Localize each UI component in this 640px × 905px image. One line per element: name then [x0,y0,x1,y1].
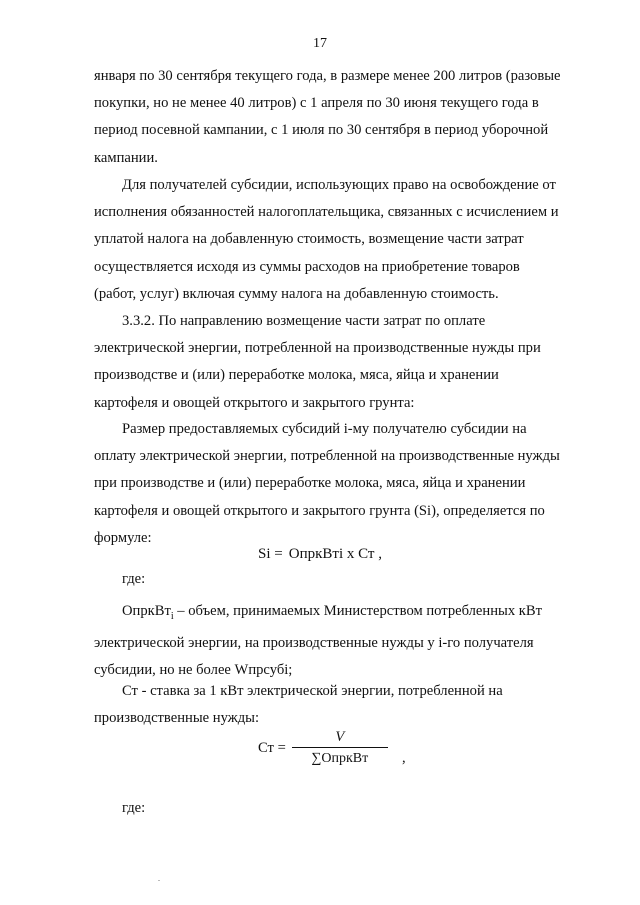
paragraph-line: картофеля и овощей открытого и закрытого грунта: [94,394,415,411]
paragraph-4 [94,416,570,552]
paragraph-line: Размер предоставляемых субсидий i-му получателю субсидии на [122,421,527,437]
definition-oprkvt [94,598,570,685]
paragraph-line: уплатой налога на добавленную стоимость, возмещение части затрат [94,231,524,248]
definition-term-subscript: i [170,610,174,622]
paragraph-line: января по 30 сентября текущего года, в размере менее 200 литров (разовые [94,68,561,84]
paragraph-1 [94,63,570,172]
definition-line: электрической энергии, на производственные нужды у i-го получателя [94,635,534,652]
formula-ct [258,728,388,768]
scan-speck [158,880,160,881]
paragraph-line: электрической энергии, потребленной на производственные нужды при [94,340,541,357]
paragraph-line: кампании. [94,149,158,166]
definition-term: ОпркВт [122,603,171,619]
definition-text: – объем, принимаемых Министерством потребленных кВт [173,603,542,619]
formula-ct-comma: , [402,750,406,766]
formula-si [0,546,640,563]
fraction [292,728,388,768]
fraction-numerator: V [335,729,345,745]
paragraph-3 [94,308,570,417]
paragraph-2 [94,172,570,308]
formula-si-lhs: Si = [258,546,283,562]
definition-ct [94,678,570,732]
paragraph-line: покупки, но не менее 40 литров) с 1 апреля по 30 июня текущего года в [94,95,539,112]
formula-ct-lhs: Ст = [258,739,286,756]
paragraph-line: производстве и (или) переработке молока, мяса, яйца и хранении [94,367,499,384]
where-label-2: где: [122,800,146,816]
definition-line: Ст - ставка за 1 кВт электрической энергии, потребленной на [122,683,503,699]
definition-line: производственные нужды: [94,710,260,727]
where-label: где: [122,571,146,587]
paragraph-line: исполнения обязанностей налогоплательщика, связанных с исчислением и [94,204,559,221]
paragraph-line: период посевной кампании, с 1 июля по 30 сентября в период уборочной [94,122,549,139]
paragraph-line: картофеля и овощей открытого и закрытого грунта (Si), определяется по [94,502,545,519]
page-number: 17 [313,36,327,51]
paragraph-line: осуществляется исходя из суммы расходов на приобретение товаров [94,258,520,275]
paragraph-line: Для получателей субсидии, использующих право на освобождение от [122,177,556,193]
definition-line [94,598,570,630]
paragraph-line: 3.3.2. По направлению возмещение части затрат по оплате [122,313,486,329]
paragraph-line: при производстве и (или) переработке молока, мяса, яйца и хранении [94,475,526,492]
paragraph-line: формуле: [94,529,152,546]
paragraph-line: (работ, услуг) включая сумму налога на добавленную стоимость. [94,285,499,302]
fraction-denominator: ∑ОпркВт [311,751,369,766]
paragraph-line: оплату электрической энергии, потребленной на производственные нужды [94,448,560,465]
formula-si-rhs: ОпркВтi x Ст , [288,546,382,562]
definition-line: субсидии, но не более Wпрсубi; [94,662,293,679]
